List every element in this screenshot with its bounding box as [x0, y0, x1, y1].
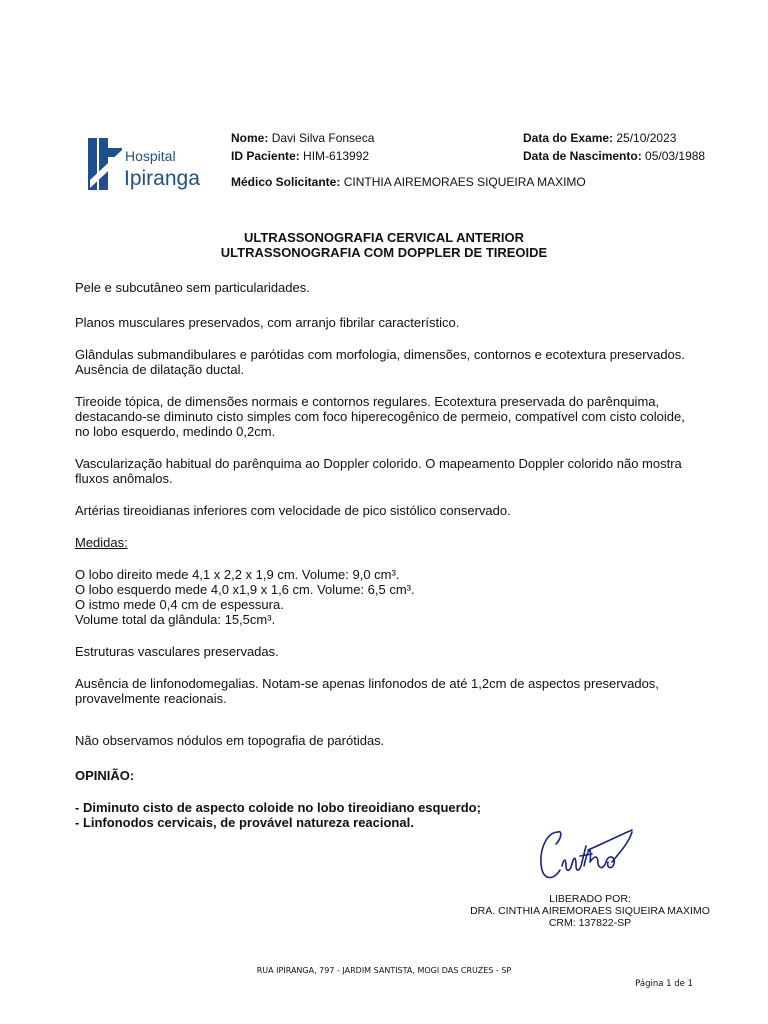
paragraph-arteries: Artérias tireoidianas inferiores com velocidade de pico sistólico conservado.	[75, 503, 511, 518]
doctor-label: Médico Solicitante:	[231, 175, 341, 189]
release-doctor: DRA. CINTHIA AIREMORAES SIQUEIRA MAXIMO	[470, 905, 710, 917]
patient-id-label: ID Paciente:	[231, 149, 300, 163]
requesting-doctor	[231, 175, 586, 189]
hospital-logo	[88, 134, 212, 192]
name-value: Davi Silva Fonseca	[271, 131, 375, 145]
hospital-logo-icon	[88, 134, 212, 192]
measure-total-volume: Volume total da glândula: 15,5cm³.	[75, 612, 276, 627]
paragraph-glands-l2: Ausência de dilatação ductal.	[75, 362, 245, 377]
exam-date-label: Data do Exame:	[523, 131, 614, 145]
patient-id-value: HIM-613992	[303, 149, 370, 163]
report-titles	[0, 230, 768, 260]
patient-id	[231, 149, 369, 163]
birth-date-label: Data de Nascimento:	[523, 149, 642, 163]
measure-left-lobe: O lobo esquerdo mede 4,0 x1,9 x 1,6 cm. Volume: 6,5 cm³.	[75, 582, 415, 597]
paragraph-thyroid-l2: destacando-se diminuto cisto simples com foco hiperecogênico de permeio, compatível com cisto coloide,	[75, 409, 685, 424]
opinion-heading: OPINIÃO:	[75, 768, 135, 783]
birth-date	[523, 149, 705, 163]
page-number: Página 1 de 1	[635, 979, 693, 989]
patient-name	[231, 131, 374, 145]
paragraph-glands-l1: Glândulas submandibulares e parótidas com morfologia, dimensões, contornos e ecotextura preservados.	[75, 347, 685, 362]
logo-line1: Hospital	[125, 148, 176, 164]
opinion-item-1: - Diminuto cisto de aspecto coloide no lobo tireoidiano esquerdo;	[75, 800, 481, 815]
paragraph-doppler-l2: fluxos anômalos.	[75, 471, 173, 486]
paragraph-parotid: Não observamos nódulos em topografia de parótidas.	[75, 733, 385, 748]
opinion-item-2: - Linfonodos cervicais, de provável natureza reacional.	[75, 815, 414, 830]
paragraph-thyroid-l3: no lobo esquerdo, medindo 0,2cm.	[75, 424, 276, 439]
paragraph-muscles: Planos musculares preservados, com arranjo fibrilar característico.	[75, 315, 460, 330]
paragraph-vascular: Estruturas vasculares preservadas.	[75, 644, 279, 659]
report-body	[75, 280, 695, 830]
logo-line2: Ipiranga	[124, 167, 200, 190]
name-label: Nome:	[231, 131, 269, 145]
measure-right-lobe: O lobo direito mede 4,1 x 2,2 x 1,9 cm. Volume: 9,0 cm³.	[75, 567, 400, 582]
report-title-2: ULTRASSONOGRAFIA COM DOPPLER DE TIREOIDE	[220, 245, 548, 260]
doctor-value: CINTHIA AIREMORAES SIQUEIRA MAXIMO	[343, 175, 586, 189]
release-crm: CRM: 137822-SP	[548, 917, 632, 929]
paragraph-lymph-l1: Ausência de linfonodomegalias. Notam-se apenas linfonodos de até 1,2cm de aspectos preservados,	[75, 676, 659, 691]
paragraph-doppler-l1: Vascularização habitual do parênquima ao Doppler colorido. O mapeamento Doppler colorido não mostra	[75, 456, 682, 471]
paragraph-thyroid-l1: Tireoide tópica, de dimensões normais e contornos regulares. Ecotextura preservada do parênquima,	[75, 394, 660, 409]
exam-date-value: 25/10/2023	[616, 131, 677, 145]
paragraph-skin: Pele e subcutâneo sem particularidades.	[75, 280, 310, 295]
release-block	[440, 893, 740, 929]
footer-address: RUA IPIRANGA, 797 - JARDIM SANTISTA, MOGI DAS CRUZES - SP	[256, 966, 512, 975]
measure-isthmus: O istmo mede 0,4 cm de espessura.	[75, 597, 284, 612]
report-title-1: ULTRASSONOGRAFIA CERVICAL ANTERIOR	[244, 230, 524, 245]
signature-icon	[528, 822, 636, 886]
signature	[528, 822, 636, 886]
release-label: LIBERADO POR:	[549, 893, 631, 905]
measures-heading: Medidas:	[75, 535, 128, 550]
paragraph-lymph-l2: provavelmente reacionais.	[75, 691, 227, 706]
birth-date-value: 05/03/1988	[645, 149, 706, 163]
exam-date	[523, 131, 676, 145]
